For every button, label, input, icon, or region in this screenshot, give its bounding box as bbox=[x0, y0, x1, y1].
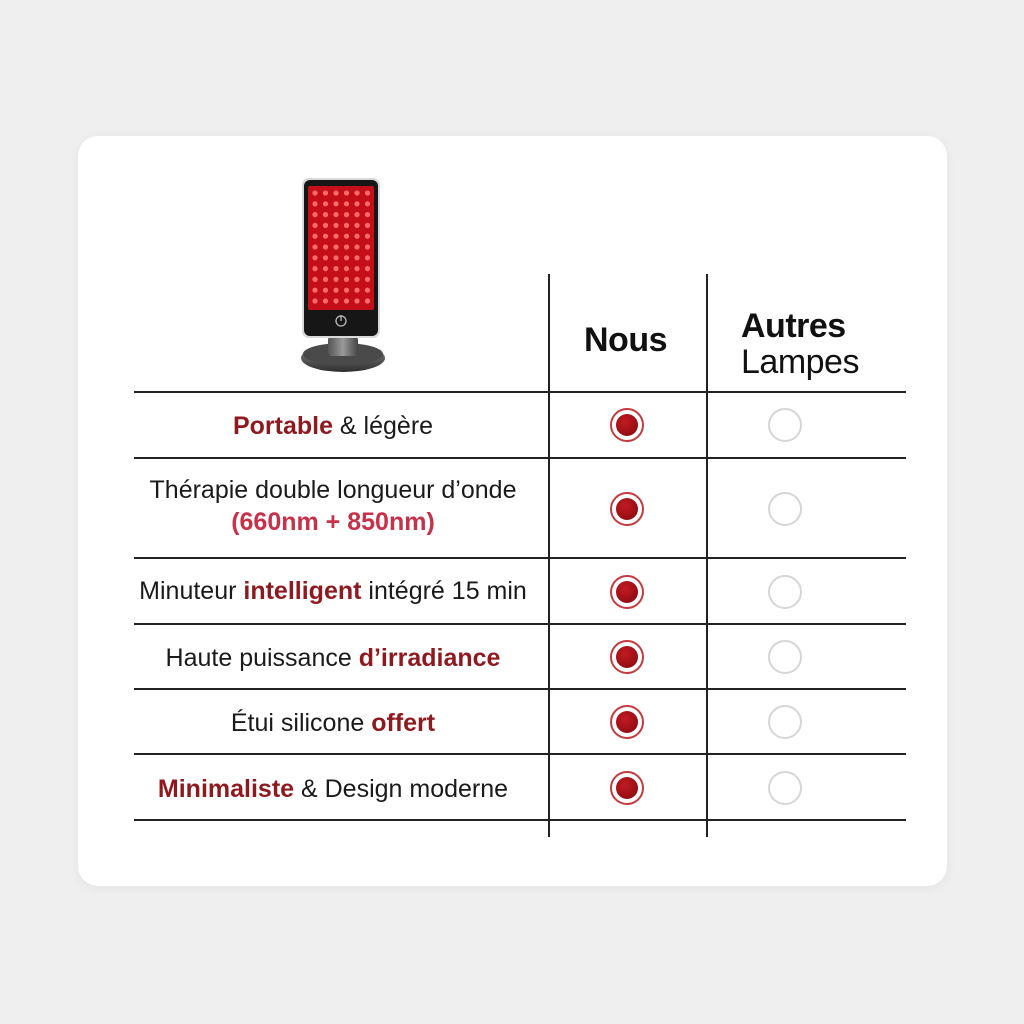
feature-row-silicone-case bbox=[98, 707, 568, 739]
check-no-icon bbox=[768, 640, 802, 674]
feature-highlight: d’irradiance bbox=[358, 644, 501, 672]
column-header-others-line1: Autres bbox=[741, 307, 846, 345]
feature-row-portable bbox=[98, 410, 568, 442]
feature-highlight: Portable bbox=[232, 412, 333, 440]
check-yes-icon bbox=[610, 575, 644, 609]
feature-text: intégré 15 min bbox=[361, 577, 527, 605]
row-divider bbox=[134, 819, 906, 821]
red-light-lamp-icon bbox=[298, 176, 388, 382]
check-no-icon bbox=[768, 408, 802, 442]
feature-row-minimalist bbox=[98, 773, 568, 805]
check-no-icon bbox=[768, 705, 802, 739]
row-divider bbox=[134, 391, 906, 393]
feature-row-irradiance bbox=[98, 642, 568, 674]
check-yes-icon bbox=[610, 408, 644, 442]
row-divider bbox=[134, 688, 906, 690]
check-no-icon bbox=[768, 771, 802, 805]
row-divider bbox=[134, 753, 906, 755]
feature-row-timer bbox=[98, 575, 568, 607]
feature-highlight: offert bbox=[371, 709, 436, 737]
check-no-icon bbox=[768, 492, 802, 526]
column-header-ours: Nous bbox=[584, 321, 667, 359]
row-divider bbox=[134, 457, 906, 459]
check-yes-icon bbox=[610, 705, 644, 739]
column-header-others-line2: Lampes bbox=[741, 343, 859, 381]
row-divider bbox=[134, 623, 906, 625]
feature-row-dual-wavelength bbox=[98, 474, 568, 538]
feature-text: Étui silicone bbox=[230, 709, 372, 737]
feature-text: & légère bbox=[332, 412, 434, 440]
row-divider bbox=[134, 557, 906, 559]
feature-highlight: (660nm + 850nm) bbox=[231, 508, 435, 536]
feature-highlight: Minimaliste bbox=[157, 775, 295, 803]
check-yes-icon bbox=[610, 492, 644, 526]
feature-text: Thérapie double longueur d’onde bbox=[149, 476, 517, 504]
check-yes-icon bbox=[610, 771, 644, 805]
feature-text: & Design moderne bbox=[294, 775, 509, 803]
column-header-others bbox=[741, 308, 859, 380]
comparison-card bbox=[78, 136, 947, 886]
feature-text: Haute puissance bbox=[165, 644, 359, 672]
feature-highlight: intelligent bbox=[243, 577, 362, 605]
feature-text: Minuteur bbox=[139, 577, 244, 605]
check-no-icon bbox=[768, 575, 802, 609]
check-yes-icon bbox=[610, 640, 644, 674]
